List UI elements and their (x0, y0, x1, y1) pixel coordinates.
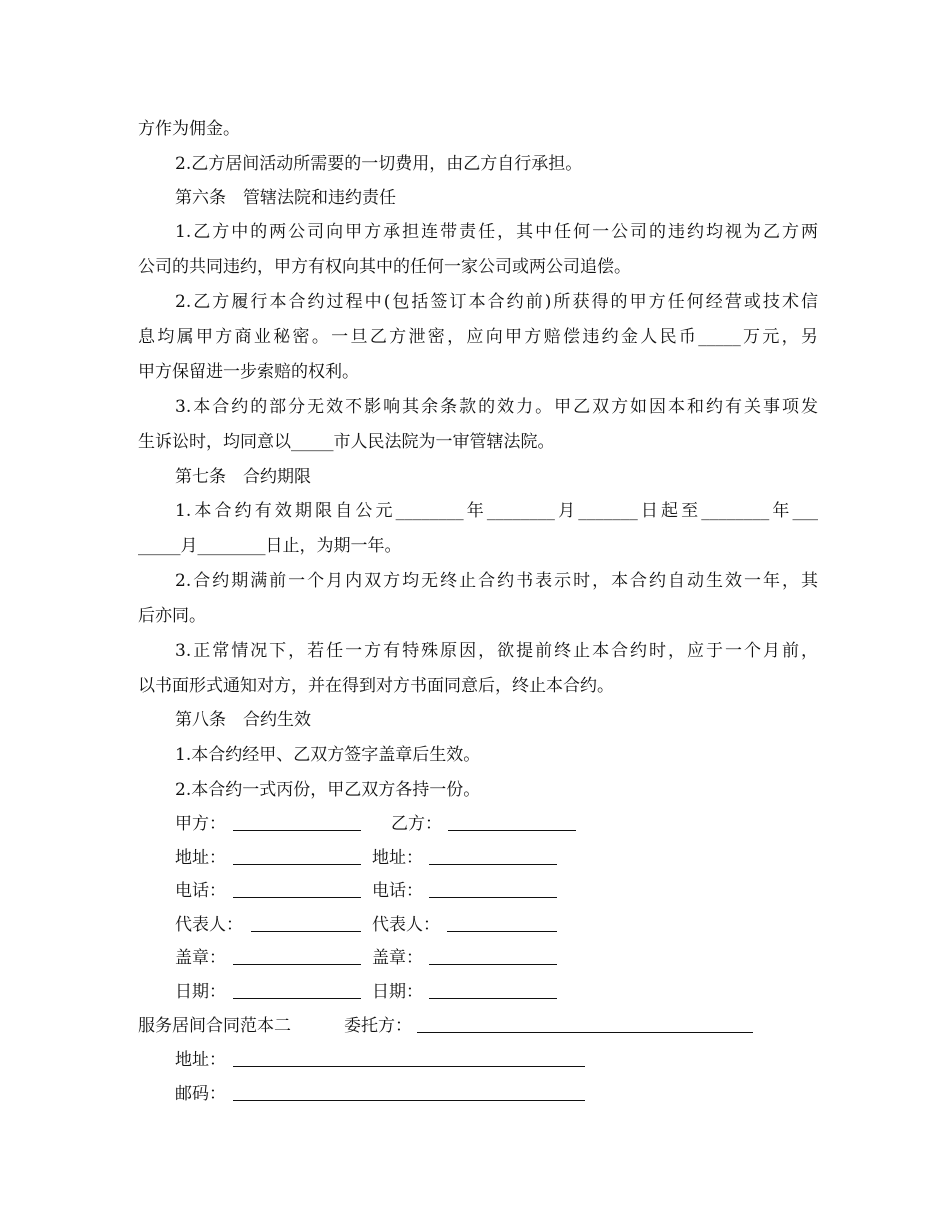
clause-6-item-3-line-1: 3.本合约的部分无效不影响其余条款的效力。甲乙双方如因本和约有关事项发 (175, 397, 818, 417)
party-a-blank[interactable] (233, 830, 361, 831)
party-b-seal-label: 盖章： (372, 948, 423, 968)
clause-7-item-1-line-2: _____月________日止，为期一年。 (138, 536, 402, 556)
article-6-heading: 第六条 管辖法院和违约责任 (175, 188, 396, 208)
client-address-blank[interactable] (233, 1066, 585, 1067)
clause-7-item-3-line-2: 以书面形式通知对方，并在得到对方书面同意后，终止本合约。 (138, 676, 614, 696)
clause-7-item-2-line-1: 2.合约期满前一个月内双方均无终止合约书表示时，本合约自动生效一年，其 (175, 571, 818, 591)
party-a-label: 甲方： (175, 814, 226, 834)
clause-7-item-3-line-1: 3.正常情况下，若任一方有特殊原因，欲提前终止本合约时，应于一个月前， (175, 641, 818, 661)
sample-2-title: 服务居间合同范本二 (138, 1016, 291, 1036)
party-b-date-label: 日期： (372, 982, 423, 1002)
party-b-phone-label: 电话： (372, 881, 423, 901)
client-label: 委托方： (344, 1016, 412, 1036)
clause-6-item-1-line-2: 公司的共同违约，甲方有权向其中的任何一家公司或两公司追偿。 (138, 257, 631, 277)
party-b-representative-label: 代表人： (372, 915, 440, 935)
client-blank[interactable] (417, 1032, 753, 1033)
party-a-date-label: 日期： (175, 982, 226, 1002)
text-line-continuation: 方作为佣金。 (138, 119, 240, 139)
clause-8-item-2: 2.本合约一式丙份，甲乙双方各持一份。 (175, 780, 481, 800)
party-b-blank[interactable] (448, 830, 576, 831)
party-a-address-label: 地址： (175, 848, 226, 868)
client-address-label: 地址： (175, 1050, 226, 1070)
clause-6-item-3-line-2: 生诉讼时，均同意以_____市人民法院为一审管辖法院。 (138, 432, 555, 452)
party-a-phone-blank[interactable] (233, 897, 361, 898)
clause-6-item-1-line-1: 1.乙方中的两公司向甲方承担连带责任，其中任何一公司的违约均视为乙方两 (175, 222, 818, 242)
clause-8-item-1: 1.本合约经甲、乙双方签字盖章后生效。 (175, 745, 481, 765)
clause-6-item-2-line-2: 息均属甲方商业秘密。一旦乙方泄密，应向甲方赔偿违约金人民币_____万元，另 (138, 327, 818, 347)
party-b-date-blank[interactable] (429, 998, 557, 999)
party-a-seal-label: 盖章： (175, 948, 226, 968)
party-a-phone-label: 电话： (175, 881, 226, 901)
party-b-address-blank[interactable] (429, 864, 557, 865)
client-postcode-label: 邮码： (175, 1084, 226, 1104)
party-a-date-blank[interactable] (233, 998, 361, 999)
party-a-representative-label: 代表人： (175, 915, 243, 935)
article-7-heading: 第七条 合约期限 (175, 467, 311, 487)
clause-6-item-2-line-3: 甲方保留进一步索赔的权利。 (138, 362, 359, 382)
clause-7-item-2-line-2: 后亦同。 (138, 606, 206, 626)
party-a-representative-blank[interactable] (251, 931, 361, 932)
article-8-heading: 第八条 合约生效 (175, 710, 311, 730)
party-b-phone-blank[interactable] (429, 897, 557, 898)
party-a-address-blank[interactable] (233, 864, 361, 865)
party-b-label: 乙方： (391, 814, 442, 834)
party-b-address-label: 地址： (372, 848, 423, 868)
clause-6-item-2-line-1: 2.乙方履行本合约过程中(包括签订本合约前)所获得的甲方任何经营或技术信 (175, 292, 818, 312)
party-b-seal-blank[interactable] (429, 964, 557, 965)
clause-7-item-1-line-1: 1.本合约有效期限自公元________年________月_______日起至________年___ (175, 501, 818, 521)
party-b-representative-blank[interactable] (447, 931, 557, 932)
party-a-seal-blank[interactable] (233, 964, 361, 965)
clause-5-item-2: 2.乙方居间活动所需要的一切费用，由乙方自行承担。 (175, 154, 583, 174)
client-postcode-blank[interactable] (233, 1100, 585, 1101)
